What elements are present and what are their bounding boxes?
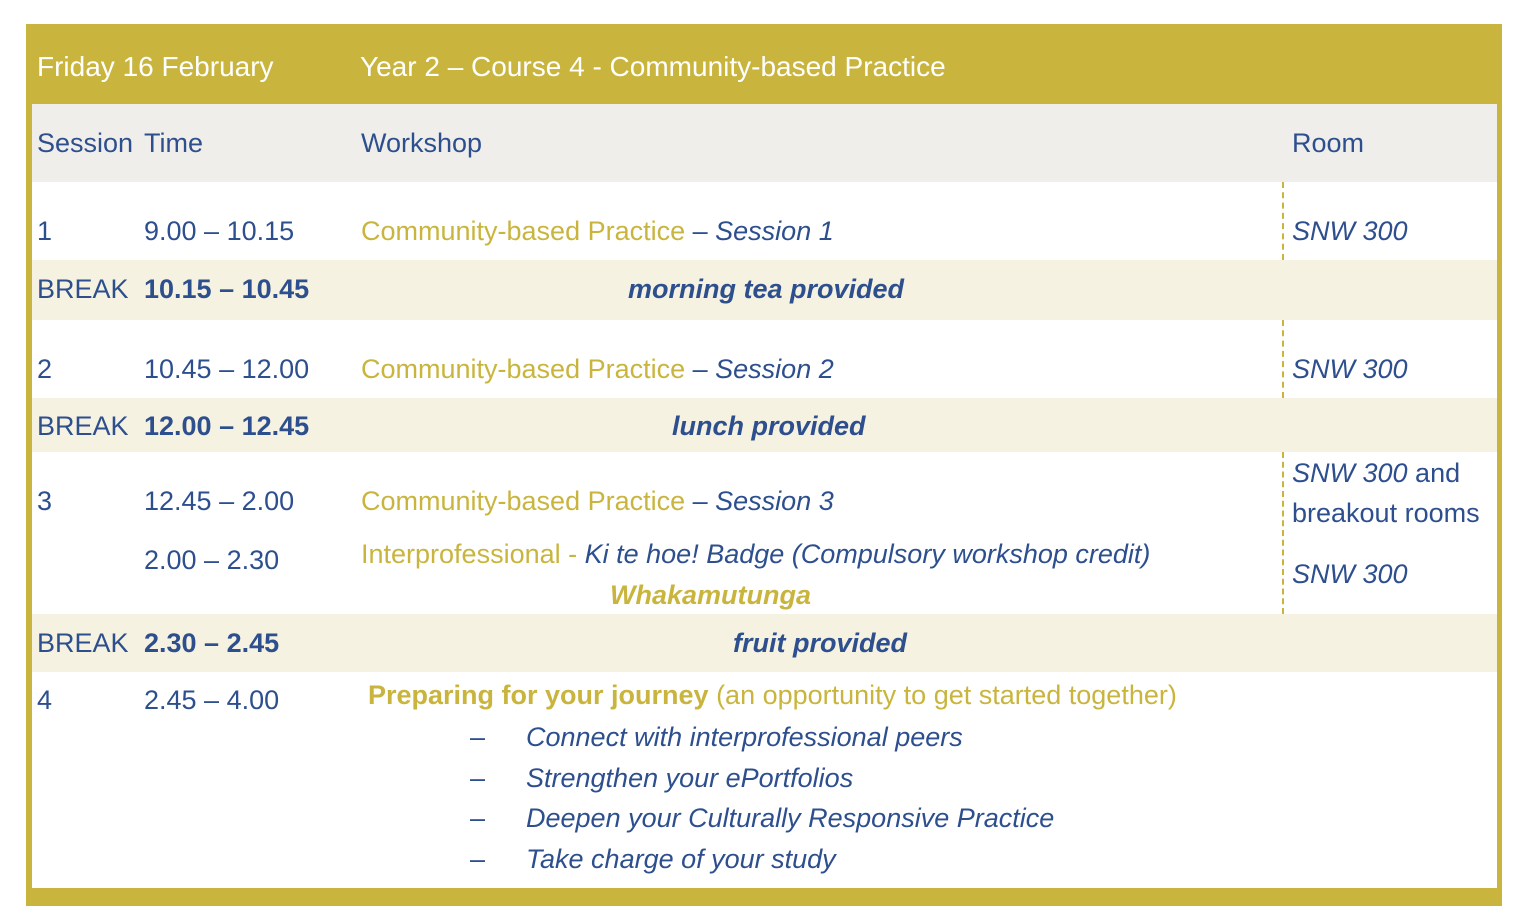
bullet-item: Deepen your Culturally Responsive Practice [526,803,1055,833]
workshop-title: Preparing for your journey [368,680,709,710]
workshop-title: Community-based Practice [361,354,686,384]
column-header-time: Time [144,128,203,158]
workshop-cell [361,218,834,245]
row-time: 10.45 – 12.00 [144,354,310,384]
room-value [1292,460,1460,487]
workshop-subtitle: Session 3 [715,486,834,516]
bullet-marker: – [470,763,486,793]
schedule-frame [26,24,1502,906]
row-time: 2.45 – 4.00 [144,685,280,715]
bullet-marker: – [470,844,486,874]
bullet-item: Take charge of your study [526,844,836,874]
column-header-row [32,104,1497,182]
break-time: 12.00 – 12.45 [144,411,310,441]
break-note: lunch provided [672,411,866,441]
room-divider [1282,182,1284,260]
bullet-marker: – [470,722,486,752]
bullet-marker: – [470,803,486,833]
workshop-parenthetical: (an opportunity to get started together) [708,680,1177,710]
header-date: Friday 16 February [37,51,274,82]
break-label: BREAK [37,274,129,304]
workshop-cell [361,488,834,515]
bullet-item: Strengthen your ePortfolios [526,763,854,793]
room-divider [1282,452,1284,614]
row-session: 3 [37,486,53,516]
room-value: SNW 300 [1292,354,1408,384]
workshop-cell [361,541,1150,568]
row-time: 12.45 – 2.00 [144,486,295,516]
workshop-separator: – [685,216,716,246]
row-time: 2.00 – 2.30 [144,545,280,575]
break-note: fruit provided [733,628,907,658]
workshop-cell [361,356,834,383]
room-name: SNW 300 [1292,458,1408,488]
workshop-title: Community-based Practice [361,486,686,516]
break-time: 10.15 – 10.45 [144,274,310,304]
room-divider [1282,320,1284,398]
room-value: SNW 300 [1292,216,1408,246]
row-session: 4 [37,685,53,715]
break-label: BREAK [37,628,129,658]
workshop-separator: – [685,486,716,516]
column-header-session: Session [37,128,134,158]
row-time: 9.00 – 10.15 [144,216,295,246]
bullet-item: Connect with interprofessional peers [526,722,963,752]
header-course-title: Year 2 – Course 4 - Community-based Practice [360,51,946,82]
workshop-title: Community-based Practice [361,216,686,246]
break-time: 2.30 – 2.45 [144,628,280,658]
workshop-cell [368,682,1177,709]
workshop-title: Interprofessional [361,539,561,569]
workshop-subtitle: Session 2 [715,354,834,384]
row-session: 2 [37,354,53,384]
workshop-subtitle: Ki te hoe! Badge (Compulsory workshop credit) [584,539,1151,569]
room-suffix: and [1407,458,1461,488]
row-session: 1 [37,216,53,246]
break-label: BREAK [37,411,129,441]
workshop-separator: - [560,539,585,569]
workshop-subtitle: Session 1 [715,216,834,246]
workshop-subtitle-line2: Whakamutunga [610,580,812,610]
column-header-room: Room [1292,128,1365,158]
workshop-separator: – [685,354,716,384]
break-note: morning tea provided [628,274,905,304]
room-value-line2: breakout rooms [1292,498,1480,528]
room-value: SNW 300 [1292,559,1408,589]
column-header-workshop: Workshop [361,128,483,158]
